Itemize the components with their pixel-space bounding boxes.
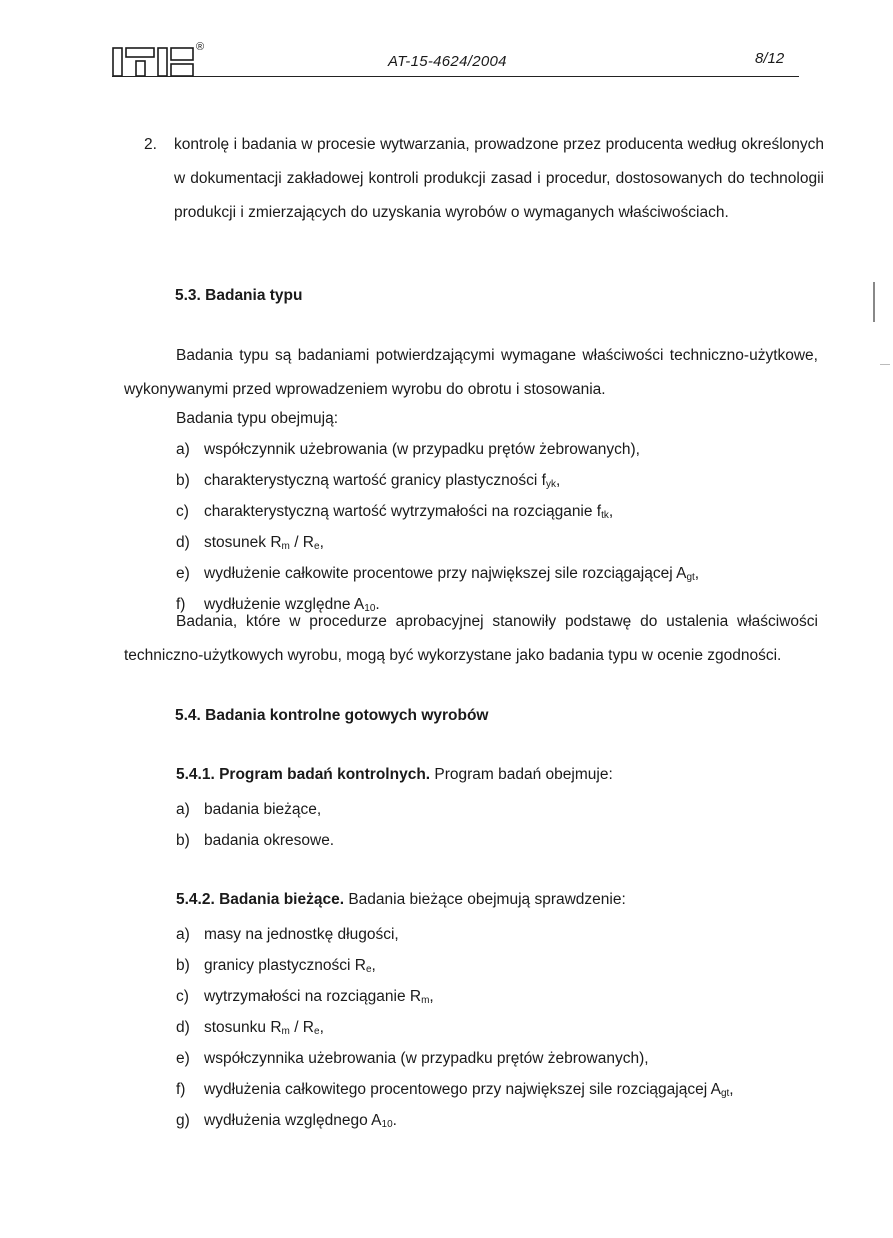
header-divider xyxy=(112,76,799,77)
list-intro: Badania typu obejmują: xyxy=(176,410,339,427)
document-id: AT-15-4624/2004 xyxy=(388,53,507,70)
list-item: b) badania okresowe. xyxy=(176,832,335,849)
subsection-heading-5-4-1: 5.4.1. Program badań kontrolnych. xyxy=(176,766,431,783)
list-item-2 xyxy=(144,128,824,230)
list-item: g) wydłużenia względnego $A_{10}$. xyxy=(176,1112,397,1130)
scan-edge-mark xyxy=(880,364,890,365)
page-number: 8/12 xyxy=(755,50,785,67)
itb-logo xyxy=(112,41,205,80)
type-tests-list xyxy=(176,434,826,620)
subsection-text: Program badań obejmuje: xyxy=(430,766,613,783)
item-number: 2. xyxy=(144,136,157,153)
paragraph-type-tests-intro: Badania typu są badaniami potwierdzającymi wymagane właściwości techniczno-użytkowe, wykonywanymi przed wprowadzeniem wyrobu do obrotu i stosowania. xyxy=(124,347,818,398)
list-item: a) masy na jednostkę długości, xyxy=(176,926,399,943)
itb-logo-icon xyxy=(112,44,202,80)
subsection-5-4-1 xyxy=(176,766,613,784)
registered-mark: ® xyxy=(196,41,205,53)
list-item: e) współczynnika użebrowania (w przypadku prętów żebrowanych), xyxy=(176,1050,649,1067)
subsection-heading-5-4-2: 5.4.2. Badania bieżące. xyxy=(176,891,345,908)
test-program-list xyxy=(176,794,826,856)
list-item: f) wydłużenie względne $A_{10}$. xyxy=(176,596,380,614)
list-item: f) wydłużenia całkowitego procentowego przy największej sile rozciągającej $A_{gt}$, xyxy=(176,1081,734,1099)
list-item: a) badania bieżące, xyxy=(176,801,322,818)
item-text: kontrolę i badania w procesie wytwarzania, prowadzone przez producenta według określonych w dokumentacji zakładowej kontroli produkcji zasad i procedur, dostosowanych do technologii produkcji i zmierzających do uzyskania wyrobów o wymaganych właściwościach. xyxy=(174,136,824,221)
list-item: c) wytrzymałości na rozciąganie $R_m$, xyxy=(176,988,434,1006)
list-item: a) współczynnik użebrowania (w przypadku prętów żebrowanych), xyxy=(176,441,640,458)
section-heading-5-3: 5.3. Badania typu xyxy=(175,287,303,304)
subsection-text: Badania bieżące obejmują sprawdzenie: xyxy=(344,891,626,908)
list-item: b) granicy plastyczności $R_e$, xyxy=(176,957,376,975)
list-item: d) stosunku $R_m / R_e$, xyxy=(176,1019,324,1037)
section-heading-5-4: 5.4. Badania kontrolne gotowych wyrobów xyxy=(175,707,489,724)
list-item: c) charakterystyczną wartość wytrzymałości na rozciąganie $f_{tk}$, xyxy=(176,503,614,521)
list-item: e) wydłużenie całkowite procentowe przy największej sile rozciągającej $A_{gt}$, xyxy=(176,565,700,583)
paragraph-type-tests-closing: Badania, które w procedurze aprobacyjnej stanowiły podstawę do ustalenia właściwości techniczno-użytkowych wyrobu, mogą być wykorzystane jako badania typu w ocenie zgodności. xyxy=(124,613,818,664)
list-item: b) charakterystyczną wartość granicy plastyczności $f_{yk}$, xyxy=(176,472,561,490)
list-item: d) stosunek $R_m / R_e$, xyxy=(176,534,324,552)
subsection-5-4-2 xyxy=(176,891,626,909)
current-tests-list xyxy=(176,919,826,1136)
scan-edge-mark xyxy=(873,282,875,322)
